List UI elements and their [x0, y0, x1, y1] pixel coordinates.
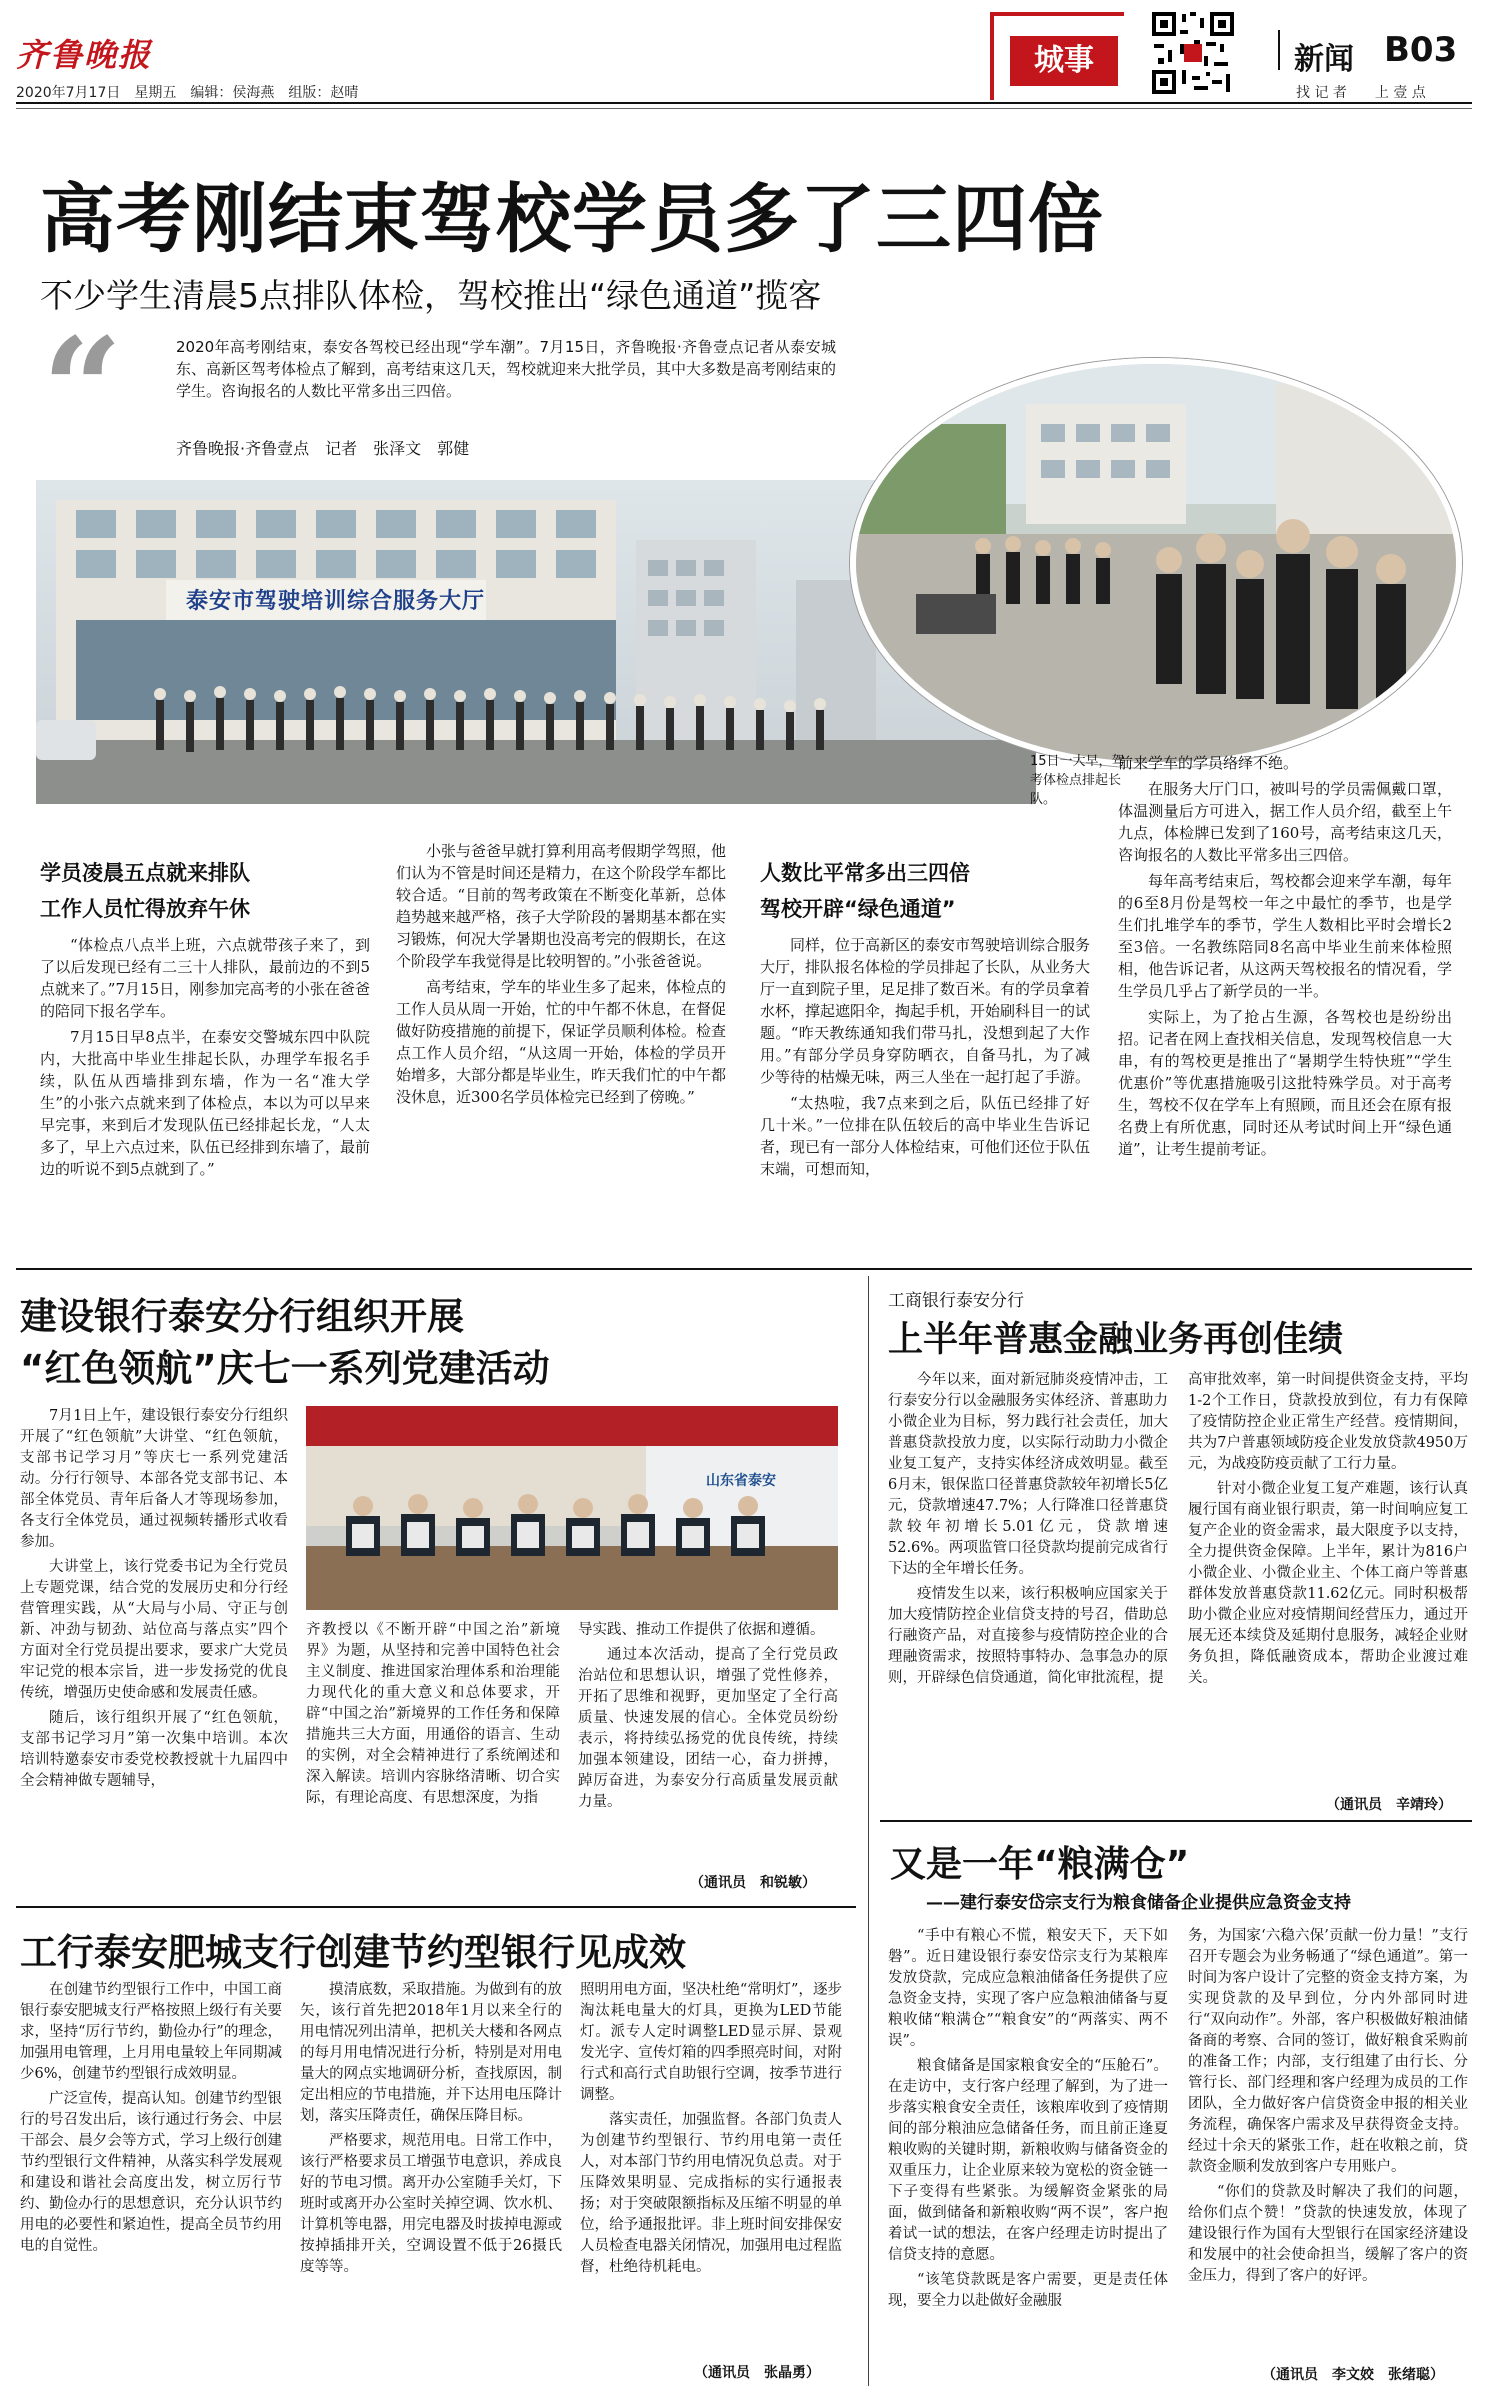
- masthead-logo: 齐鲁晚报: [16, 36, 153, 74]
- crowd-photo-circle: [850, 358, 1462, 768]
- ccb-column-1: [20, 1406, 288, 1796]
- header-divider: [1278, 30, 1280, 70]
- paragraph: 随后，该行组织开展了“红色领航，支部书记学习月”第一次集中培训。本次培训特邀泰安市委党校教授就十九届四中全会精神做专题辅导，: [20, 1710, 288, 1789]
- section-tag: 城事: [1010, 36, 1118, 86]
- paragraph: 今年以来，面对新冠肺炎疫情冲击，工行泰安分行以金融服务实体经济、普惠助力小微企业为目标，努力践行社会责任，加大普惠贷款投放力度，以实际行动助力小微企业复工复产，支持实体经济成效明显。截至6月末，银保监口径普惠贷款较年初增长5亿元，贷款增速47.7%；人行降准口径普惠贷款较年初增长5.01亿元，贷款增速52.6%。两项监管口径贷款均提前完成省行下达的全年增长任务。: [888, 1372, 1168, 1577]
- lead-column-2: [396, 840, 726, 1112]
- paragraph: 疫情发生以来，该行积极响应国家关于加大疫情防控企业信贷支持的号召，借助总行融资产品，对直接参与疫情防控企业的合理融资需求，按照特事特办、急事急办的原则，开辟绿色信贷通道，简化审批流程，提: [888, 1586, 1168, 1686]
- paragraph: 在服务大厅门口，被叫号的学员需佩戴口罩，体温测量后方可进入，据工作人员介绍，截至上午九点，体检牌已发到了160号，高考结束这几天，咨询报名的人数比平常多出三四倍。: [1118, 780, 1452, 864]
- paragraph: “太热啦，我7点来到之后，队伍已经排了好几十米。”一位排在队伍较后的高中毕业生告诉记者，现已有一部分人体检结束，可他们还位于队伍末端，可想而知，: [760, 1094, 1091, 1178]
- qr-code-icon: [1150, 10, 1236, 96]
- paragraph: 实际上，为了抢占生源，各驾校也是纷纷出招。记者在网上查找相关信息，发现驾校信息一大串，有的驾校更是推出了“暑期学生特快班”“学生优惠价”等优惠措施吸引这批特殊学员。对于高考生，驾校不仅在学车上有照顾，而且还会在原有报名费上有所优惠，同时还从考试时间上开“绿色通道”，让考生提前考证。: [1118, 1008, 1452, 1158]
- hall-sign: 泰安市驾驶培训综合服务大厅: [186, 589, 486, 614]
- icbc-ph-credit: （通讯员 辛靖玲）: [1326, 1797, 1452, 1813]
- slogan: 找 记 者 上 壹 点: [1296, 85, 1426, 101]
- paragraph: 齐教授以《不断开辟“中国之治”新境界》为题，从坚持和完善中国特色社会主义制度、推进国家治理体系和治理能力现代化的重大意义和总体要求，开辟“中国之治”新境界的工作任务和保障措施共三大方面，用通俗的语言、生动的实例，对全会精神进行了系统阐述和深入解读。培训内容脉络清晰、切合实际，有理论高度、有思想深度，为指: [306, 1622, 560, 1806]
- icbc-fc-credit: （通讯员 张晶勇）: [694, 2365, 820, 2381]
- lead-column-4: [1118, 752, 1452, 1164]
- paragraph: 7月1日上午，建设银行泰安分行组织开展了“红色领航”大讲堂、“红色领航，支部书记学习月”等庆七一系列党建活动。分行行领导、本部各党支部书记、本部全体党员、青年后备人才等现场参加，各支行全体党员，通过视频转播形式收看参加。: [20, 1408, 288, 1550]
- lead-column-3: [760, 934, 1090, 1184]
- paragraph: 大讲堂上，该行党委书记为全行党员上专题党课，结合党的发展历史和分行经营管理实践，从“大局与小局、守正与创新、冲劲与韧劲、站位高与落点实”四个方面对全行党员提出要求，要求广大党员牢记党的根本宗旨，进一步发扬党的优良传统，增强历史使命感和发展责任感。: [20, 1559, 288, 1701]
- paragraph: “你们的贷款及时解决了我们的问题，给你们点个赞！”贷款的快速发放，体现了建设银行作为国有大型银行在国家经济建设和发展中的社会使命担当，缓解了客户的资金压力，得到了客户的好评。: [1188, 2184, 1468, 2284]
- paragraph: 通过本次活动，提高了全行党员政治站位和思想认识，增强了党性修养，开拓了思维和视野，更加坚定了全行高质量、快速发展的信心。全体党员纷纷表示，将持续弘扬党的优良传统，持续加强本领建设，团结一心，奋力拼搏，踔厉奋进，为泰安分行高质量发展贡献力量。: [578, 1647, 838, 1810]
- grain-column-2: [1188, 1926, 1468, 2291]
- paragraph: 在创建节约型银行工作中，中国工商银行泰安肥城支行严格按照上级行有关要求，坚持“厉行节约，勤俭办行”的理念，加强用电管理，上月用电量较上年同期减少6%，创建节约型银行成效明显。: [20, 1982, 282, 2082]
- lead-subhead-1a: 学员凌晨五点就来排队: [40, 861, 250, 885]
- paragraph: 照明用电方面，坚决杜绝“常明灯”，逐步淘汰耗电量大的灯具，更换为LED节能灯。派专人定时调整LED显示屏、景观发光字、宣传灯箱的四季照亮时间，对附行式和高行式自助银行空调，按季节进行调整。: [580, 1982, 842, 2103]
- paragraph: 每年高考结束后，驾校都会迎来学车潮，每年的6至8月份是驾校一年之中最忙的季节，也是学生们扎堆学车的季节，学生人数相比平时会增长2至3倍。一名教练陪同8名高中毕业生前来体检照相，他告诉记者，从这两天驾校报名的情况看，学生学员几乎占了新学员的一半。: [1118, 872, 1452, 1000]
- lead-subhead-1b: 工作人员忙得放弃午休: [40, 897, 250, 921]
- lead-headline: 高考刚结束驾校学员多了三四倍: [40, 175, 1105, 263]
- icbc-ph-column-1: [888, 1370, 1168, 1693]
- ccb-headline-1: 建设银行泰安分行组织开展: [20, 1295, 464, 1338]
- ccb-credit: （通讯员 和锐敏）: [690, 1875, 816, 1891]
- grain-column-1: [888, 1926, 1168, 2316]
- lead-intro: 2020年高考刚结束，泰安各驾校已经出现“学车潮”。7月15日，齐鲁晚报·齐鲁壹点记者从泰安城东、高新区驾考体检点了解到，高考结束这几天，驾校就迎来大批学员，其中大多数是高考刚结束的学生。咨询报名的人数比平常多出三四倍。: [176, 338, 837, 400]
- section-divider-left: [16, 1906, 856, 1908]
- ccb-headline-2: “红色领航”庆七一系列党建活动: [20, 1347, 550, 1390]
- ccb-column-3: [578, 1620, 838, 1817]
- paragraph: 落实责任，加强监督。各部门负责人为创建节约型银行、节约用电第一责任人，对本部门节约用电情况负总责。对于压降效果明显、完成指标的实行通报表扬；对于突破限额指标及压缩不明显的单位，给予通报批评。非上班时间安排保安人员检查电器关闭情况，加强用电过程监督，杜绝待机耗电。: [580, 2112, 842, 2275]
- ccb-column-2: [306, 1620, 560, 1813]
- icbc-fc-column-1: [20, 1980, 282, 2261]
- grain-subtitle: ——建行泰安岱宗支行为粮食储备企业提供应急资金支持: [926, 1893, 1351, 1913]
- paragraph: 小张与爸爸早就打算利用高考假期学驾照，他们认为不管是时间还是精力，在这个阶段学车都比较合适。“目前的驾考政策在不断变化革新，总体趋势越来越严格，孩子大学阶段的暑期基本都在实习锻炼，何况大学暑期也没高考完的假期长，在这个阶段学车我觉得是比较明智的。”小张爸爸说。: [396, 842, 727, 970]
- paragraph: 粮食储备是国家粮食安全的“压舱石”。在走访中，支行客户经理了解到，为了进一步落实粮食安全责任，该粮库收到了疫情期间的部分粮油应急储备任务，而且前正逢夏粮收购的关键时期，新粮收购与储备资金的双重压力，让企业原来较为宽松的资金链一下子变得有些紧张。为缓解资金紧张的局面，做到储备和新粮收购“两不误”，客户抱着试一试的想法，在客户经理走访时提出了信贷支持的意愿。: [888, 2058, 1168, 2263]
- paragraph: 同样，位于高新区的泰安市驾驶培训综合服务大厅，排队报名体检的学员排起了长队，从业务大厅一直到院子里，足足排了数百米。有的学员拿着水杯，撑起遮阳伞，掏起手机，开始刷科目一的试题。“昨天教练通知我们带马扎，没想到起了大作用。”有部分学员身穿防晒衣，自备马扎，为了减少等待的枯燥无味，两三人坐在一起打起了手游。: [760, 936, 1091, 1086]
- paragraph: 摸清底数，采取措施。为做到有的放矢，该行首先把2018年1月以来全行的用电情况列出清单，把机关大楼和各网点的每月用电情况进行分析，特别是对用电量大的网点实地调研分析，查找原因，制定出相应的节电措施，并下达用电压降计划，落实压降责任，确保压降目标。: [300, 1982, 562, 2124]
- header-rule-thin: [16, 108, 1472, 109]
- paragraph: 7月15日早8点半，在泰安交警城东四中队院内，大批高中毕业生排起长队，办理学车报名手续，队伍从西墙排到东墙，作为一名“准大学生”的小张六点就来到了体检点，本以为可以早来早完事，来到后才发现队伍已经排起长龙，“人太多了，早上六点过来，队伍已经排到东墙了，最前边的听说不到5点就到了。”: [40, 1028, 371, 1178]
- icbc-ph-kicker: 工商银行泰安分行: [888, 1291, 1024, 1311]
- lead-subhead-2b: 驾校开辟“绿色通道”: [760, 897, 956, 921]
- lead-subhead-2a: 人数比平常多出三四倍: [760, 861, 970, 885]
- paragraph: 高考结束，学车的毕业生多了起来，体检点的工作人员从周一开始，忙的中午都不休息，在督促做好防疫措施的前提下，保证学员顺利体检。检查点工作人员介绍，“从这周一开始，体检的学员开始增多，大部分都是毕业生，昨天我们忙的中午都没休息，近300名学员体检完已经到了傍晚。”: [396, 978, 727, 1106]
- paragraph: 高审批效率，第一时间提供资金支持，平均1-2个工作日，贷款投放到位，有力有保障了疫情防控企业正常生产经营。疫情期间，共为7户普惠领域防疫企业发放贷款4950万元，为战疫防疫贡献了工行力量。: [1188, 1372, 1468, 1472]
- header-rule: [16, 102, 1472, 104]
- section-right-label: 新闻: [1294, 42, 1354, 77]
- grain-credit: （通讯员 李文姣 张绪聪）: [1262, 2367, 1444, 2383]
- page-number: B03: [1384, 30, 1458, 70]
- meeting-photo: [306, 1406, 838, 1610]
- paragraph: 针对小微企业复工复产难题，该行认真履行国有商业银行职责，第一时间响应复工复产企业的资金需求，最大限度予以支持，全力提供资金保障。上半年，累计为816户小微企业、小微企业主、个体工商户等普惠群体发放普惠贷款11.62亿元。同时积极帮助小微企业应对疫情期间经营压力，通过开展无还本续贷及延期付息服务，减轻企业财务负担，降低融资成本，帮助企业渡过难关。: [1188, 1481, 1468, 1686]
- vertical-divider: [868, 1276, 869, 2386]
- paragraph: 广泛宣传，提高认知。创建节约型银行的号召发出后，该行通过行务会、中层干部会、晨夕会等方式，学习上级行创建节约型银行文件精神，从落实科学发展观和建设和谐社会高度出发，树立厉行节约、勤俭办行的思想意识，充分认识节约用电的必要性和紧迫性，提高全员节约用电的自觉性。: [20, 2091, 282, 2254]
- paragraph: “体检点八点半上班，六点就带孩子来了，到了以后发现已经有二三十人排队，最前边的不到5点就来了。”7月15日，刚参加完高考的小张在爸爸的陪同下报名学车。: [40, 936, 370, 1020]
- paragraph: 前来学车的学员络绎不绝。: [1118, 754, 1299, 772]
- lead-column-1: [40, 934, 370, 1184]
- grain-headline: 又是一年“粮满仓”: [890, 1844, 1190, 1885]
- meeting-banner: 山东省泰安: [706, 1473, 776, 1489]
- icbc-fc-headline: 工行泰安肥城支行创建节约型银行见成效: [20, 1931, 686, 1974]
- section-divider-right: [880, 1820, 1472, 1822]
- paragraph: “该笔贷款既是客户需要，更是责任体现，要全力以赴做好金融服: [888, 2272, 1168, 2309]
- lead-subtitle: 不少学生清晨5点排队体检，驾校推出“绿色通道”揽客: [40, 276, 822, 315]
- icbc-fc-column-2: [300, 1980, 562, 2282]
- paragraph: 务，为国家‘六稳六保’贡献一份力量！”支行召开专题会为业务畅通了“绿色通道”。第一时间为客户设计了完整的资金支持方案，为实现贷款的及早到位，分内外部同时进行“双向动作”。外部，客户积极做好粮油储备商的考察、合同的签订，做好粮食采购前的准备工作；内部，支行组建了由行长、分管行长、部门经理和客户经理为成员的工作团队，全力做好客户信贷资金申报的相关业务流程，确保客户需求及早获得资金支持。经过十余天的紧张工作，赶在收粮之前，贷款资金顺利发放到客户专用账户。: [1188, 1928, 1468, 2175]
- date-line: 2020年7月17日 星期五 编辑：侯海燕 组版：赵晴: [16, 85, 359, 101]
- icbc-ph-column-2: [1188, 1370, 1468, 1693]
- section-divider: [16, 1268, 1472, 1270]
- photo-caption: 15日一大早，驾考体检点排起长队。: [1030, 754, 1125, 807]
- icbc-ph-headline: 上半年普惠金融业务再创佳绩: [888, 1320, 1344, 1360]
- paragraph: “手中有粮心不慌，粮安天下，天下如磐”。近日建设银行泰安岱宗支行为某粮库发放贷款，完成应急粮油储备任务提供了应急资金支持，实现了客户应急粮油储备与夏粮收储“粮满仓”“粮食安”的“两落实、两不误”。: [888, 1928, 1168, 2049]
- icbc-fc-column-3: [580, 1980, 842, 2282]
- paragraph: 严格要求，规范用电。日常工作中，该行严格要求员工增强节电意识，养成良好的节电习惯。离开办公室随手关灯，下班时或离开办公室时关掉空调、饮水机、计算机等电器，用完电器及时拔掉电源或按掉插排开关，空调设置不低于26摄氏度等等。: [300, 2133, 562, 2275]
- lead-byline: 齐鲁晚报·齐鲁壹点 记者 张泽文 郭健: [176, 439, 470, 458]
- quote-mark-icon: “: [42, 308, 123, 472]
- paragraph: 导实践、推动工作提供了依据和遵循。: [578, 1622, 825, 1638]
